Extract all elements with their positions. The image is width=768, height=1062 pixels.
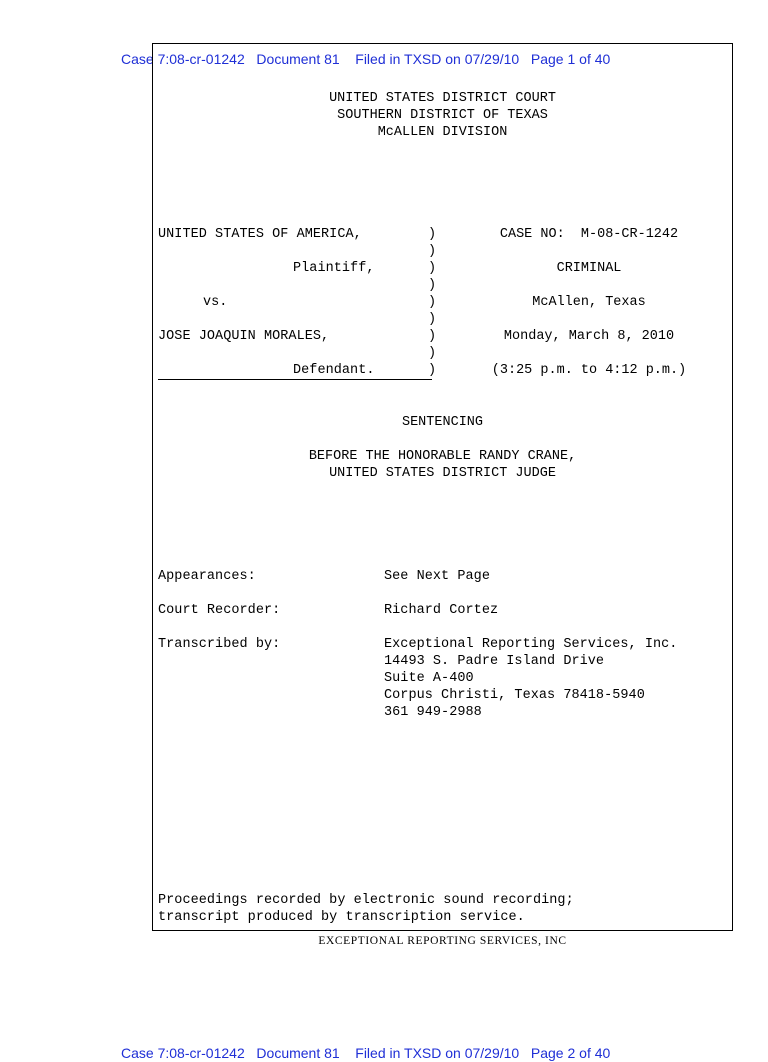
caption-paren: ) <box>428 363 437 378</box>
transcriber-city: Corpus Christi, Texas 78418-5940 <box>384 688 645 703</box>
filing-header-text <box>121 1045 610 1062</box>
caption-paren: ) <box>428 312 437 327</box>
caption-paren: ) <box>428 244 437 259</box>
hearing-location: McAllen, Texas <box>532 295 646 310</box>
hearing-time: (3:25 p.m. to 4:12 p.m.) <box>491 363 687 378</box>
case-number: Case 7:08-cr-01242 <box>121 51 245 67</box>
page-number: Page 1 of 40 <box>530 51 611 67</box>
defendant-name: JOSE JOAQUIN MORALES, <box>158 329 330 344</box>
court-name: UNITED STATES DISTRICT COURT <box>329 91 556 106</box>
caption-paren: ) <box>428 261 437 276</box>
proceeding-title: SENTENCING <box>401 415 483 430</box>
defendant-role: Defendant. <box>293 363 375 378</box>
hearing-date: Monday, March 8, 2010 <box>503 329 675 344</box>
transcript-page-frame <box>152 43 733 931</box>
transcriber-phone: 361 949-2988 <box>384 705 482 720</box>
appearances-value: See Next Page <box>384 569 490 584</box>
case-type: CRIMINAL <box>556 261 622 276</box>
district-name: SOUTHERN DISTRICT OF TEXAS <box>337 108 548 123</box>
caption-paren: ) <box>428 278 437 293</box>
judge-line: BEFORE THE HONORABLE RANDY CRANE, <box>308 449 577 464</box>
recording-notice: Proceedings recorded by electronic sound recording; <box>158 893 574 908</box>
caption-paren: ) <box>428 346 437 361</box>
document-number: Document 81 <box>256 1045 340 1061</box>
case-number-label: CASE NO: M-08-CR-1242 <box>499 227 679 242</box>
plaintiff-name: UNITED STATES OF AMERICA, <box>158 227 362 242</box>
judge-title: UNITED STATES DISTRICT JUDGE <box>329 466 556 481</box>
filed-date: Filed in TXSD on 07/29/10 <box>355 1045 520 1061</box>
versus-label: vs. <box>203 295 228 310</box>
footer-firm-name: EXCEPTIONAL REPORTING SERVICES, INC <box>318 935 567 947</box>
division-name: McALLEN DIVISION <box>377 125 508 140</box>
court-recorder-value: Richard Cortez <box>384 603 499 618</box>
filed-date: Filed in TXSD on 07/29/10 <box>355 51 520 67</box>
transcriber-name: Exceptional Reporting Services, Inc. <box>384 637 678 652</box>
transcript-notice: transcript produced by transcription service. <box>158 910 525 925</box>
caption-paren: ) <box>428 227 437 242</box>
caption-paren: ) <box>428 329 437 344</box>
page-number: Page 2 of 40 <box>530 1045 611 1061</box>
court-recorder-label: Court Recorder: <box>158 603 281 618</box>
transcriber-suite: Suite A-400 <box>384 671 474 686</box>
plaintiff-role: Plaintiff, <box>293 261 375 276</box>
filing-header-next-page <box>0 1011 768 1061</box>
caption-paren: ) <box>428 295 437 310</box>
transcriber-address: 14493 S. Padre Island Drive <box>384 654 605 669</box>
caption-underline <box>158 379 432 380</box>
case-number: Case 7:08-cr-01242 <box>121 1045 245 1061</box>
appearances-label: Appearances: <box>158 569 256 584</box>
transcribed-by-label: Transcribed by: <box>158 637 281 652</box>
document-number: Document 81 <box>256 51 340 67</box>
